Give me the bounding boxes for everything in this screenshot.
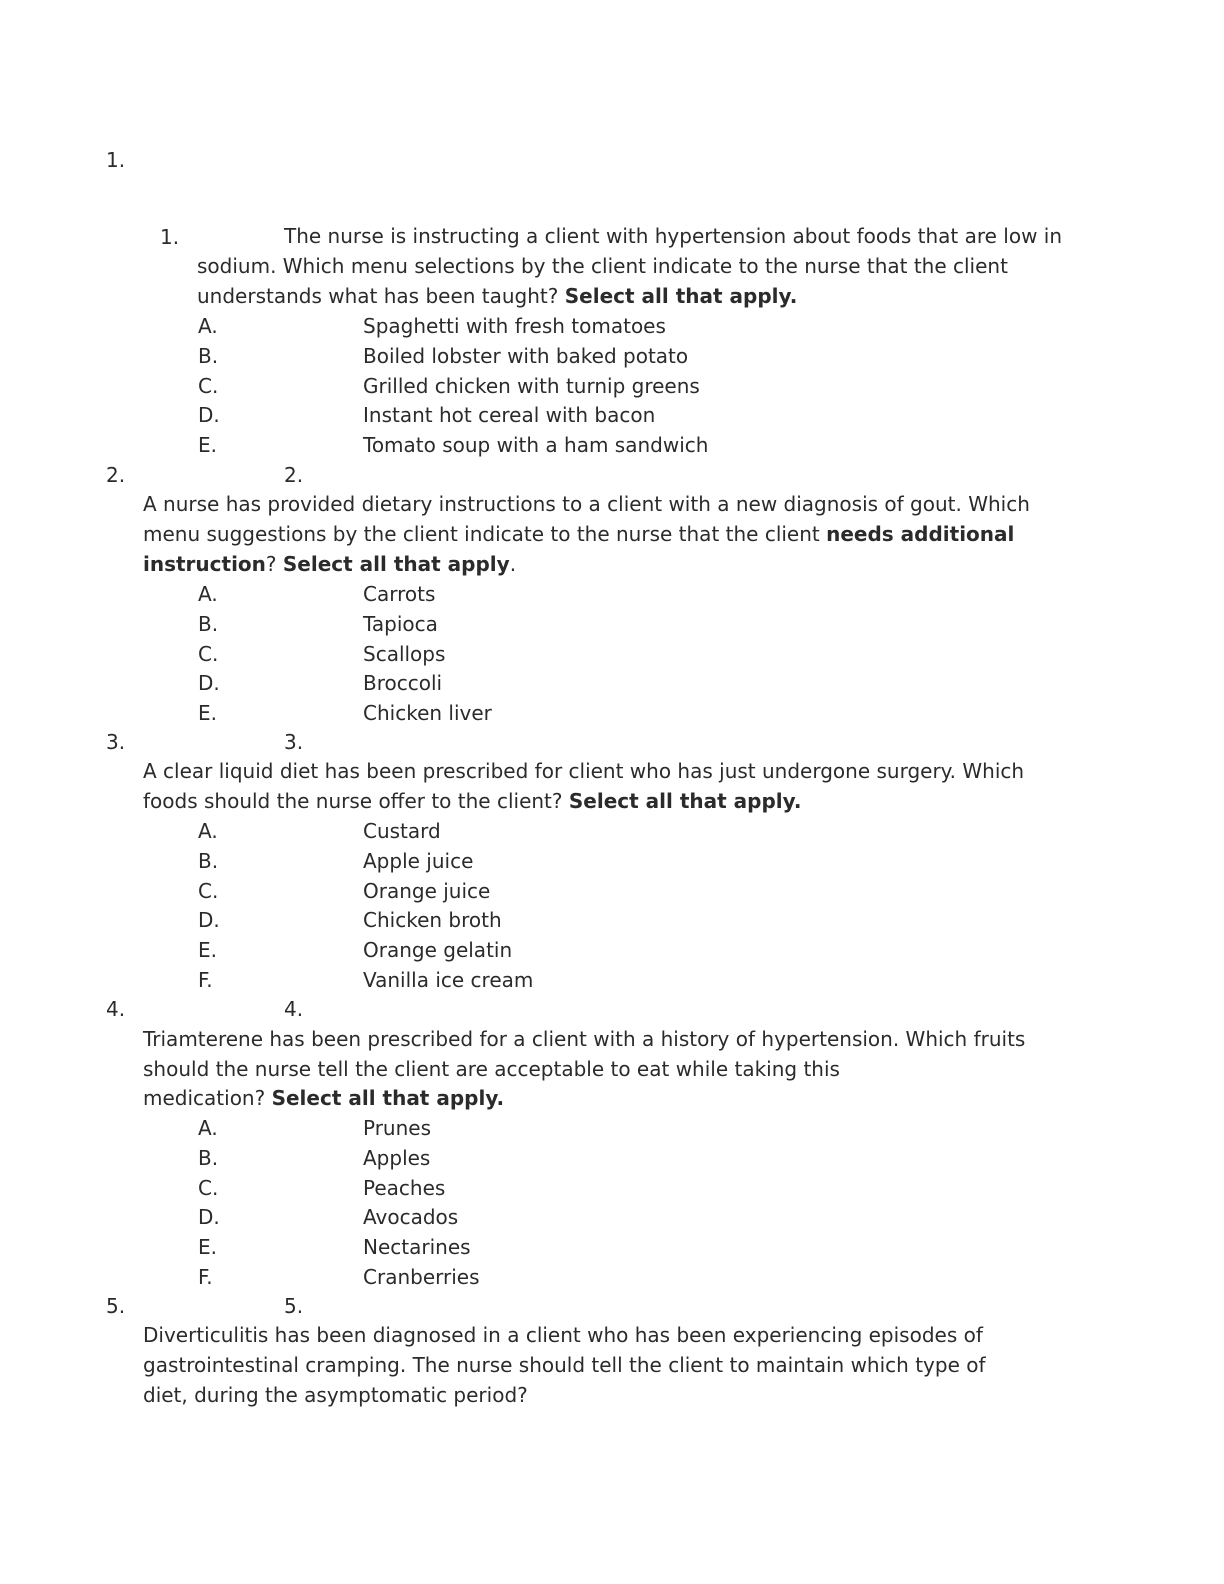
question-number: 4. <box>284 997 304 1021</box>
option-text: Custard <box>363 819 441 843</box>
option-text: Apples <box>363 1146 431 1170</box>
question-number: 2. <box>284 463 304 487</box>
question-number: 1. <box>160 225 180 249</box>
list-number: 4. <box>106 997 126 1021</box>
question-number: 3. <box>284 730 304 754</box>
option-item <box>0 1232 1224 1262</box>
option-letter: B. <box>198 849 219 873</box>
list-number: 1. <box>106 148 126 172</box>
option-text: Tapioca <box>363 612 438 636</box>
option-text: Peaches <box>363 1176 446 1200</box>
option-item <box>0 846 1224 876</box>
option-item <box>0 1173 1224 1203</box>
option-item <box>0 341 1224 371</box>
option-text: Avocados <box>363 1205 459 1229</box>
option-letter: E. <box>198 938 217 962</box>
option-item <box>0 876 1224 906</box>
option-letter: A. <box>198 314 218 338</box>
option-letter: A. <box>198 1116 218 1140</box>
option-text: Broccoli <box>363 671 443 695</box>
option-text: Instant hot cereal with bacon <box>363 403 656 427</box>
select-all-instruction: Select all that apply. <box>271 1086 505 1110</box>
option-item <box>0 935 1224 965</box>
option-letter: C. <box>198 879 219 903</box>
option-item <box>0 311 1224 341</box>
question-text: ? <box>265 551 283 576</box>
option-letter: B. <box>198 344 219 368</box>
select-all-instruction: Select all that apply <box>282 551 510 576</box>
question-text: medication? <box>143 1086 266 1110</box>
option-item <box>0 430 1224 460</box>
option-text: Chicken broth <box>363 908 502 932</box>
question-text: The nurse is instructing a client with hypertension about foods that are low in sodium. Which menu selections by the client indicate to the nurse that the client understands what has been taught? <box>197 224 1063 308</box>
option-letter: C. <box>198 642 219 666</box>
option-letter: C. <box>198 1176 219 1200</box>
option-letter: D. <box>198 403 220 427</box>
question-stem <box>143 757 1073 817</box>
option-text: Nectarines <box>363 1235 471 1259</box>
question-text: A clear liquid diet has been prescribed for client who has just undergone surgery. Which foods should the nurse offer to the client? <box>143 759 1025 813</box>
question-text-line <box>143 1083 504 1113</box>
option-item <box>0 905 1224 935</box>
option-item <box>0 1143 1224 1173</box>
question-text: Diverticulitis has been diagnosed in a client who has been experiencing episodes of gastrointestinal cramping. The nurse should tell the client to maintain which type of diet, during the asymptomatic period? <box>143 1323 986 1407</box>
question-stem <box>143 1321 1033 1410</box>
question-number: 5. <box>284 1294 304 1318</box>
question-stem <box>197 222 1077 311</box>
option-text: Orange gelatin <box>363 938 513 962</box>
option-item <box>0 400 1224 430</box>
option-item <box>0 1113 1224 1143</box>
option-item <box>0 816 1224 846</box>
option-text: Scallops <box>363 642 446 666</box>
option-letter: F. <box>198 1265 213 1289</box>
list-number: 2. <box>106 463 126 487</box>
option-letter: E. <box>198 701 217 725</box>
option-letter: D. <box>198 671 220 695</box>
option-text: Cranberries <box>363 1265 480 1289</box>
option-letter: A. <box>198 819 218 843</box>
option-text: Spaghetti with fresh tomatoes <box>363 314 666 338</box>
question-text-line: Triamterene has been prescribed for a client with a history of hypertension. Which fruits <box>143 1027 1026 1051</box>
option-text: Carrots <box>363 582 436 606</box>
option-letter: B. <box>198 1146 219 1170</box>
question-stem <box>143 490 1073 579</box>
list-number: 5. <box>106 1294 126 1318</box>
option-item <box>0 639 1224 669</box>
option-item <box>0 698 1224 728</box>
question-text-line: should the nurse tell the client are acceptable to eat while taking this <box>143 1057 840 1081</box>
option-text: Boiled lobster with baked potato <box>363 344 689 368</box>
option-letter: E. <box>198 433 217 457</box>
select-all-instruction: Select all that apply. <box>564 283 798 308</box>
option-text: Apple juice <box>363 849 474 873</box>
option-text: Grilled chicken with turnip greens <box>363 374 700 398</box>
option-letter: D. <box>198 1205 220 1229</box>
option-text: Prunes <box>363 1116 432 1140</box>
option-text: Orange juice <box>363 879 491 903</box>
option-text: Tomato soup with a ham sandwich <box>363 433 709 457</box>
option-item <box>0 609 1224 639</box>
option-item <box>0 1262 1224 1292</box>
option-letter: F. <box>198 968 213 992</box>
option-item <box>0 579 1224 609</box>
question-text: A nurse has provided dietary instructions to a client with a new diagnosis of gout. Which menu suggestions by the client indicate to the nurse that the client <box>143 492 1030 546</box>
option-item <box>0 1202 1224 1232</box>
list-number: 3. <box>106 730 126 754</box>
select-all-instruction: Select all that apply. <box>568 788 802 813</box>
option-text: Chicken liver <box>363 701 492 725</box>
option-letter: C. <box>198 374 219 398</box>
question-text: . <box>509 551 517 576</box>
option-item <box>0 371 1224 401</box>
option-letter: B. <box>198 612 219 636</box>
emphasis-text: needs additional instruction <box>143 521 1015 576</box>
option-letter: D. <box>198 908 220 932</box>
option-letter: A. <box>198 582 218 606</box>
option-letter: E. <box>198 1235 217 1259</box>
option-item <box>0 965 1224 995</box>
option-text: Vanilla ice cream <box>363 968 534 992</box>
option-item <box>0 668 1224 698</box>
